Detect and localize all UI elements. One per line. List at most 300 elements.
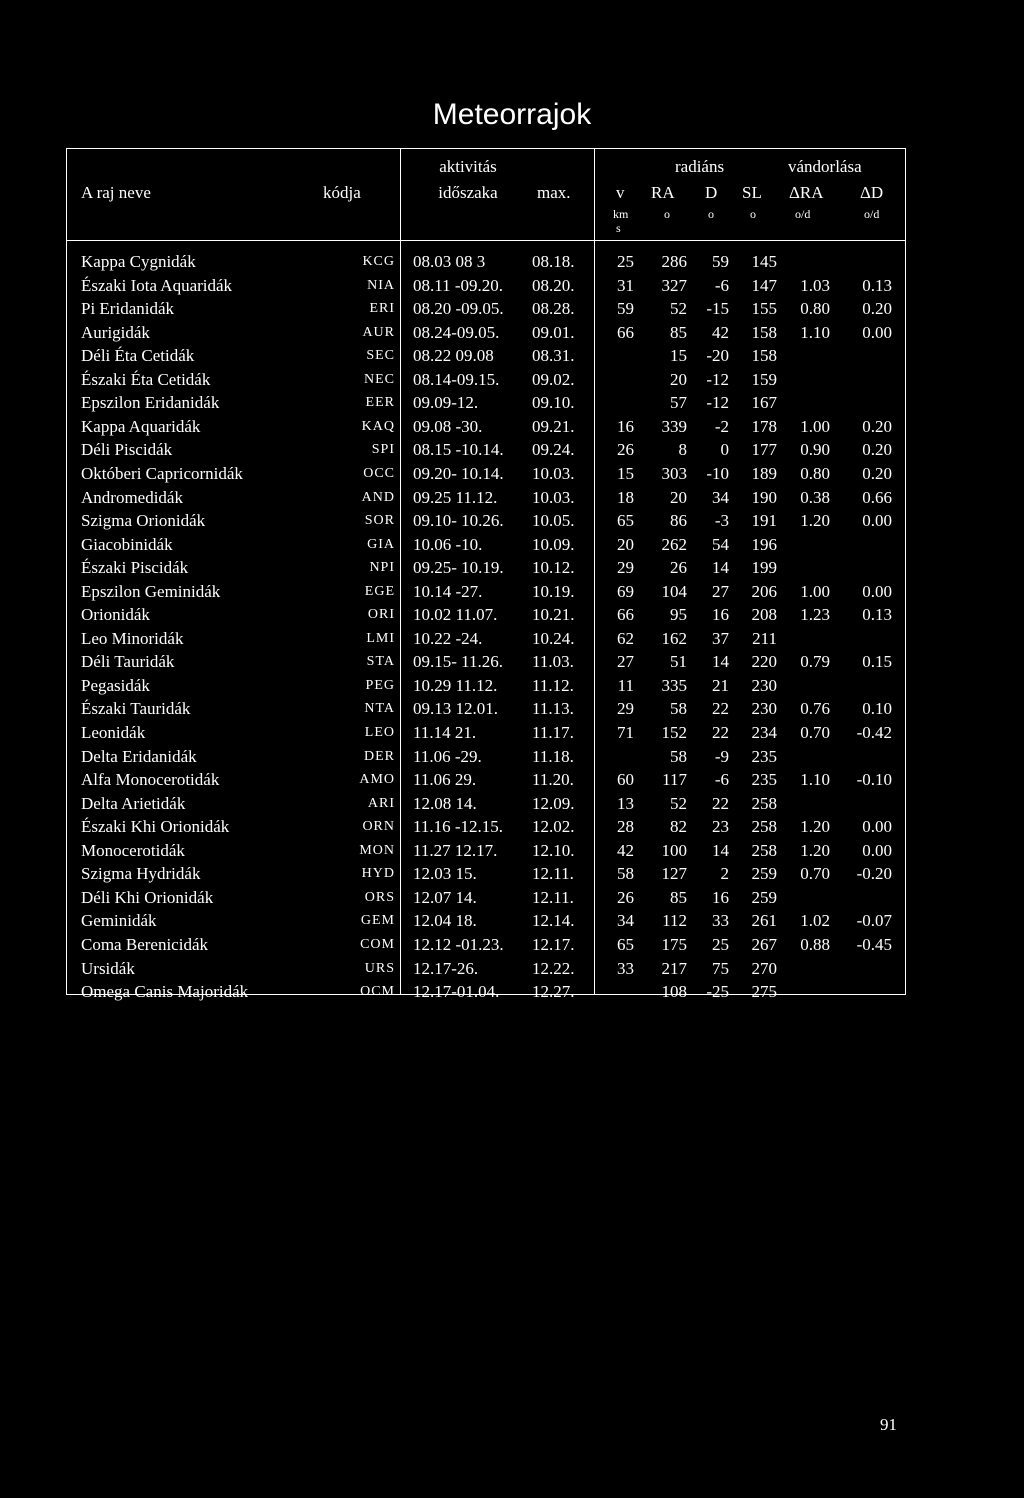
cell-max: 12.09. <box>532 793 575 813</box>
cell-dra: 0.88 <box>800 934 830 954</box>
cell-max: 08.18. <box>532 252 575 271</box>
cell-code: GEM <box>360 913 395 929</box>
cell-code: KCG <box>362 254 395 269</box>
cell-code: COM <box>360 936 395 952</box>
cell-period: 08.24-09.05. <box>413 322 500 342</box>
cell-code: EGE <box>364 583 395 599</box>
cell-period: 08.22 09.08 <box>413 346 494 366</box>
cell-dra: 1.10 <box>800 770 830 790</box>
cell-dd: 0.13 <box>862 605 892 625</box>
cell-sl: 206 <box>751 581 777 601</box>
cell-period: 12.08 14. <box>413 793 477 813</box>
cell-dra: 1.10 <box>800 322 830 342</box>
header-v: v <box>616 183 625 202</box>
cell-sl: 191 <box>751 511 777 531</box>
cell-d: 16 <box>712 887 729 907</box>
cell-sl: 220 <box>751 652 777 672</box>
cell-v: 15 <box>617 463 634 483</box>
cell-code: LMI <box>366 630 395 646</box>
cell-dd: 0.00 <box>862 581 892 601</box>
cell-ra: 58 <box>670 699 687 719</box>
cell-name: Coma Berenicidák <box>81 934 208 954</box>
cell-period: 11.06 29. <box>413 770 477 790</box>
cell-code: OCM <box>360 984 395 1000</box>
cell-dra: 0.79 <box>800 652 830 672</box>
cell-v: 65 <box>617 511 634 531</box>
cell-max: 08.20. <box>532 275 575 295</box>
cell-code: DER <box>364 748 395 764</box>
cell-name: Orionidák <box>81 605 150 625</box>
page-number: 91 <box>880 1415 897 1434</box>
cell-v: 25 <box>617 252 634 271</box>
cell-d: 34 <box>712 487 729 507</box>
cell-code: SOR <box>364 513 395 529</box>
cell-ra: 127 <box>661 864 687 884</box>
cell-ra: 26 <box>670 558 687 578</box>
cell-sl: 259 <box>751 864 777 884</box>
header-ra: RA <box>651 183 675 202</box>
cell-period: 11.06 -29. <box>413 746 482 766</box>
cell-period: 08.20 -09.05. <box>413 299 504 319</box>
header-activity-bottom: időszaka <box>438 183 498 202</box>
cell-dd: 0.00 <box>862 511 892 531</box>
cell-sl: 258 <box>751 840 777 860</box>
cell-d: -2 <box>714 416 729 436</box>
cell-d: 14 <box>712 652 729 672</box>
cell-ra: 20 <box>670 487 687 507</box>
cell-code: ARI <box>367 795 395 811</box>
cell-d: 25 <box>712 934 729 954</box>
cell-name: Északi Iota Aquaridák <box>81 275 233 295</box>
cell-period: 09.25- 10.19. <box>413 558 504 578</box>
cell-v: 42 <box>617 840 634 860</box>
header-divider <box>67 240 905 241</box>
cell-v: 69 <box>617 581 634 601</box>
cell-max: 08.31. <box>532 346 575 366</box>
cell-v: 13 <box>617 793 634 813</box>
cell-code: NIA <box>367 277 395 293</box>
cell-max: 12.10. <box>532 840 575 860</box>
cell-sl: 145 <box>751 252 777 271</box>
cell-v: 11 <box>617 675 634 695</box>
header-dd: ΔD <box>860 183 884 202</box>
cell-code: AUR <box>362 324 395 340</box>
cell-d: -12 <box>706 369 729 389</box>
cell-sl: 190 <box>751 487 777 507</box>
cell-dra: 1.00 <box>800 416 830 436</box>
cell-d: -15 <box>706 299 729 319</box>
cell-ra: 117 <box>662 770 687 790</box>
cell-v: 34 <box>617 911 634 931</box>
cell-dra: 0.80 <box>800 299 830 319</box>
cell-name: Kappa Cygnidák <box>81 252 196 271</box>
cell-sl: 196 <box>751 534 777 554</box>
cell-ra: 286 <box>661 252 687 271</box>
cell-name: Ursidák <box>81 958 135 978</box>
header-radiant: radiáns <box>675 157 725 176</box>
cell-max: 11.03. <box>532 652 574 672</box>
cell-d: 0 <box>720 440 729 460</box>
cell-max: 09.01. <box>532 322 575 342</box>
unit-dd: o/d <box>864 207 880 221</box>
cell-name: Északi Khi Orionidák <box>81 817 230 837</box>
cell-v: 65 <box>617 934 634 954</box>
cell-dd: 0.20 <box>862 463 892 483</box>
cell-d: 14 <box>712 558 729 578</box>
cell-d: 54 <box>712 534 729 554</box>
cell-sl: 155 <box>751 299 777 319</box>
cell-code: STA <box>366 654 395 670</box>
cell-code: ORI <box>367 607 395 623</box>
cell-v: 60 <box>617 770 634 790</box>
cell-sl: 235 <box>751 746 777 766</box>
cell-ra: 85 <box>670 887 687 907</box>
cell-name: Andromedidák <box>81 487 183 507</box>
cell-max: 10.03. <box>532 487 575 507</box>
cell-dd: -0.45 <box>856 934 892 954</box>
cell-v: 29 <box>617 699 634 719</box>
header-activity-top: aktivitás <box>439 157 497 176</box>
cell-period: 08.15 -10.14. <box>413 440 504 460</box>
cell-name: Delta Arietidák <box>81 793 186 813</box>
cell-max: 10.19. <box>532 581 575 601</box>
cell-period: 09.13 12.01. <box>413 699 498 719</box>
cell-ra: 162 <box>661 628 687 648</box>
cell-code: PEG <box>365 677 395 693</box>
cell-v: 16 <box>617 416 634 436</box>
cell-period: 08.14-09.15. <box>413 369 500 389</box>
cell-dra: 0.70 <box>800 723 830 742</box>
cell-sl: 267 <box>751 934 777 954</box>
cell-dra: 1.03 <box>800 275 830 295</box>
cell-code: LEO <box>364 725 395 740</box>
cell-max: 10.03. <box>532 463 575 483</box>
cell-d: 59 <box>712 252 729 271</box>
cell-max: 11.20. <box>532 770 574 790</box>
cell-max: 11.17. <box>532 723 574 742</box>
cell-dd: -0.42 <box>856 723 892 742</box>
cell-d: 21 <box>712 675 729 695</box>
unit-sl: o <box>750 207 756 221</box>
cell-v: 29 <box>617 558 634 578</box>
cell-sl: 235 <box>751 770 777 790</box>
cell-period: 10.29 11.12. <box>413 675 498 695</box>
cell-sl: 177 <box>751 440 777 460</box>
cell-dd: 0.66 <box>862 487 892 507</box>
header-drift: vándorlása <box>788 157 862 176</box>
header-sl: SL <box>742 183 762 202</box>
cell-period: 10.06 -10. <box>413 534 483 554</box>
cell-v: 20 <box>617 534 634 554</box>
cell-max: 10.09. <box>532 534 575 554</box>
unit-dra: o/d <box>795 207 811 221</box>
cell-d: 2 <box>720 864 729 884</box>
cell-dra: 0.76 <box>800 699 830 719</box>
cell-sl: 189 <box>751 463 777 483</box>
column-divider <box>594 149 595 994</box>
cell-period: 10.22 -24. <box>413 628 483 648</box>
cell-v: 26 <box>617 887 634 907</box>
cell-dd: 0.20 <box>862 416 892 436</box>
page-title: Meteorrajok <box>432 98 592 131</box>
unit-km: km <box>613 207 629 221</box>
cell-ra: 339 <box>661 416 687 436</box>
cell-name: Epszilon Eridanidák <box>81 393 220 413</box>
cell-dd: 0.20 <box>862 440 892 460</box>
cell-max: 10.24. <box>532 628 575 648</box>
cell-period: 09.10- 10.26. <box>413 511 504 531</box>
cell-v: 66 <box>617 322 634 342</box>
cell-sl: 159 <box>751 369 777 389</box>
cell-max: 12.11. <box>532 887 574 907</box>
cell-max: 10.05. <box>532 511 575 531</box>
cell-ra: 175 <box>661 934 687 954</box>
cell-max: 12.17. <box>532 934 575 954</box>
cell-name: Omega Canis Majoridák <box>81 982 249 1002</box>
cell-period: 12.04 18. <box>413 911 477 931</box>
cell-name: Delta Eridanidák <box>81 746 197 766</box>
cell-code: AMO <box>359 772 395 788</box>
cell-code: KAQ <box>361 418 395 434</box>
cell-code: HYD <box>361 866 395 882</box>
cell-dra: 1.20 <box>800 840 830 860</box>
meteor-table <box>66 148 906 1002</box>
cell-dra: 1.02 <box>800 911 830 931</box>
cell-v: 18 <box>617 487 634 507</box>
cell-ra: 95 <box>670 605 687 625</box>
cell-v: 71 <box>617 723 634 742</box>
cell-max: 12.14. <box>532 911 575 931</box>
cell-v: 66 <box>617 605 634 625</box>
cell-sl: 275 <box>751 982 777 1002</box>
header-dra: ΔRA <box>789 183 824 202</box>
cell-name: Szigma Hydridák <box>81 864 201 884</box>
cell-d: -12 <box>706 393 729 413</box>
cell-sl: 211 <box>752 628 777 648</box>
cell-sl: 178 <box>751 416 777 436</box>
cell-dra: 1.20 <box>800 817 830 837</box>
cell-period: 12.03 15. <box>413 864 477 884</box>
cell-code: ORN <box>362 819 395 835</box>
cell-v: 59 <box>617 299 634 319</box>
cell-ra: 112 <box>662 911 687 931</box>
cell-ra: 327 <box>661 275 687 295</box>
cell-period: 09.25 11.12. <box>413 487 498 507</box>
cell-dra: 1.20 <box>800 511 830 531</box>
cell-name: Giacobinidák <box>81 534 173 554</box>
cell-period: 10.02 11.07. <box>413 605 498 625</box>
cell-sl: 147 <box>751 275 777 295</box>
unit-d: o <box>708 207 714 221</box>
cell-name: Kappa Aquaridák <box>81 416 201 436</box>
column-divider <box>400 149 401 994</box>
cell-max: 12.27. <box>532 982 575 1002</box>
cell-ra: 51 <box>670 652 687 672</box>
cell-sl: 199 <box>751 558 777 578</box>
cell-code: NPI <box>369 560 395 576</box>
cell-period: 09.20- 10.14. <box>413 463 504 483</box>
cell-d: 16 <box>712 605 729 625</box>
cell-dra: 0.90 <box>800 440 830 460</box>
cell-code: NEC <box>364 371 395 387</box>
cell-period: 12.07 14. <box>413 887 477 907</box>
cell-d: 75 <box>712 958 729 978</box>
cell-max: 09.10. <box>532 393 575 413</box>
cell-d: -20 <box>706 346 729 366</box>
unit-s: s <box>616 221 621 235</box>
cell-name: Déli Piscidák <box>81 440 173 460</box>
cell-sl: 261 <box>751 911 777 931</box>
cell-code: SEC <box>366 348 395 364</box>
cell-period: 11.16 -12.15. <box>413 817 504 837</box>
cell-sl: 270 <box>751 958 777 978</box>
header-d: D <box>705 183 718 202</box>
cell-max: 12.11. <box>532 864 574 884</box>
cell-sl: 158 <box>751 322 777 342</box>
cell-ra: 20 <box>670 369 687 389</box>
cell-period: 12.17-01.04. <box>413 982 500 1002</box>
cell-sl: 230 <box>751 699 777 719</box>
cell-ra: 152 <box>661 723 687 742</box>
cell-max: 10.12. <box>532 558 575 578</box>
cell-code: URS <box>364 960 395 976</box>
cell-ra: 57 <box>670 393 687 413</box>
cell-d: -6 <box>714 770 729 790</box>
cell-d: 23 <box>712 817 729 837</box>
cell-code: OCC <box>363 465 395 481</box>
cell-dd: 0.15 <box>862 652 892 672</box>
cell-ra: 52 <box>670 299 687 319</box>
unit-ra: o <box>664 207 670 221</box>
cell-ra: 58 <box>670 746 687 766</box>
cell-code: ERI <box>369 301 395 317</box>
cell-ra: 217 <box>661 958 687 978</box>
cell-d: 27 <box>712 581 729 601</box>
cell-dd: -0.20 <box>856 864 892 884</box>
cell-dra: 0.80 <box>800 463 830 483</box>
header-max: max. <box>537 183 571 202</box>
cell-period: 10.14 -27. <box>413 581 483 601</box>
cell-ra: 82 <box>670 817 687 837</box>
cell-name: Északi Tauridák <box>81 699 191 719</box>
cell-name: Geminidák <box>81 911 157 931</box>
cell-dra: 0.70 <box>800 864 830 884</box>
cell-code: ORS <box>364 889 395 905</box>
cell-dd: 0.10 <box>862 699 892 719</box>
cell-code: SPI <box>371 442 395 458</box>
cell-d: -10 <box>706 463 729 483</box>
cell-sl: 158 <box>751 346 777 366</box>
cell-period: 09.08 -30. <box>413 416 483 436</box>
cell-name: Északi Piscidák <box>81 558 189 578</box>
cell-name: Pi Eridanidák <box>81 299 175 319</box>
cell-period: 12.17-26. <box>413 958 479 978</box>
cell-sl: 230 <box>751 675 777 695</box>
cell-ra: 85 <box>670 322 687 342</box>
cell-dd: 0.00 <box>862 322 892 342</box>
cell-v: 28 <box>617 817 634 837</box>
cell-name: Pegasidák <box>81 675 150 695</box>
cell-d: -6 <box>714 275 729 295</box>
cell-max: 11.12. <box>532 675 574 695</box>
cell-v: 26 <box>617 440 634 460</box>
cell-sl: 258 <box>751 793 777 813</box>
cell-name: Déli Khi Orionidák <box>81 887 214 907</box>
cell-code: NTA <box>364 701 395 717</box>
cell-dd: 0.00 <box>862 817 892 837</box>
cell-name: Északi Éta Cetidák <box>81 369 211 389</box>
cell-ra: 335 <box>661 675 687 695</box>
cell-sl: 208 <box>751 605 777 625</box>
cell-dd: -0.07 <box>856 911 892 931</box>
cell-name: Aurigidák <box>81 322 150 342</box>
cell-dra: 0.38 <box>800 487 830 507</box>
cell-d: 33 <box>712 911 729 931</box>
cell-sl: 258 <box>751 817 777 837</box>
cell-d: 14 <box>712 840 729 860</box>
cell-d: -9 <box>714 746 729 766</box>
cell-dd: 0.00 <box>862 840 892 860</box>
cell-name: Leo Minoridák <box>81 628 184 648</box>
cell-name: Monocerotidák <box>81 840 185 860</box>
cell-ra: 108 <box>661 982 687 1002</box>
cell-max: 09.02. <box>532 369 575 389</box>
cell-code: GIA <box>367 536 395 552</box>
cell-period: 08.11 -09.20. <box>413 275 504 295</box>
cell-period: 11.27 12.17. <box>413 840 498 860</box>
cell-max: 12.22. <box>532 958 575 978</box>
cell-period: 12.12 -01.23. <box>413 934 504 954</box>
cell-max: 11.18. <box>532 746 574 766</box>
cell-code: AND <box>361 489 395 505</box>
cell-period: 08.03 08 3 <box>413 252 486 271</box>
cell-max: 12.02. <box>532 817 575 837</box>
cell-name: Alfa Monocerotidák <box>81 770 220 790</box>
header-code: kódja <box>323 183 361 202</box>
cell-max: 10.21. <box>532 605 575 625</box>
cell-ra: 52 <box>670 793 687 813</box>
cell-d: 37 <box>712 628 729 648</box>
header-name: A raj neve <box>81 183 151 202</box>
cell-max: 08.28. <box>532 299 575 319</box>
cell-ra: 262 <box>661 534 687 554</box>
cell-v: 58 <box>617 864 634 884</box>
cell-ra: 15 <box>670 346 687 366</box>
cell-ra: 104 <box>661 581 687 601</box>
cell-code: MON <box>359 842 395 858</box>
cell-name: Leonidák <box>81 723 146 742</box>
cell-d: 42 <box>712 322 729 342</box>
cell-ra: 100 <box>661 840 687 860</box>
cell-v: 62 <box>617 628 634 648</box>
cell-d: -3 <box>714 511 729 531</box>
cell-v: 27 <box>617 652 634 672</box>
cell-period: 09.09-12. <box>413 393 479 413</box>
cell-max: 11.13. <box>532 699 574 719</box>
cell-name: Epszilon Geminidák <box>81 581 221 601</box>
cell-ra: 303 <box>661 463 687 483</box>
cell-sl: 234 <box>751 723 777 742</box>
cell-max: 09.21. <box>532 416 575 436</box>
cell-dra: 1.23 <box>800 605 830 625</box>
cell-d: 22 <box>712 723 729 742</box>
cell-dra: 1.00 <box>800 581 830 601</box>
cell-ra: 8 <box>678 440 687 460</box>
cell-d: 22 <box>712 699 729 719</box>
cell-d: 22 <box>712 793 729 813</box>
cell-name: Déli Éta Cetidák <box>81 346 195 366</box>
cell-v: 33 <box>617 958 634 978</box>
